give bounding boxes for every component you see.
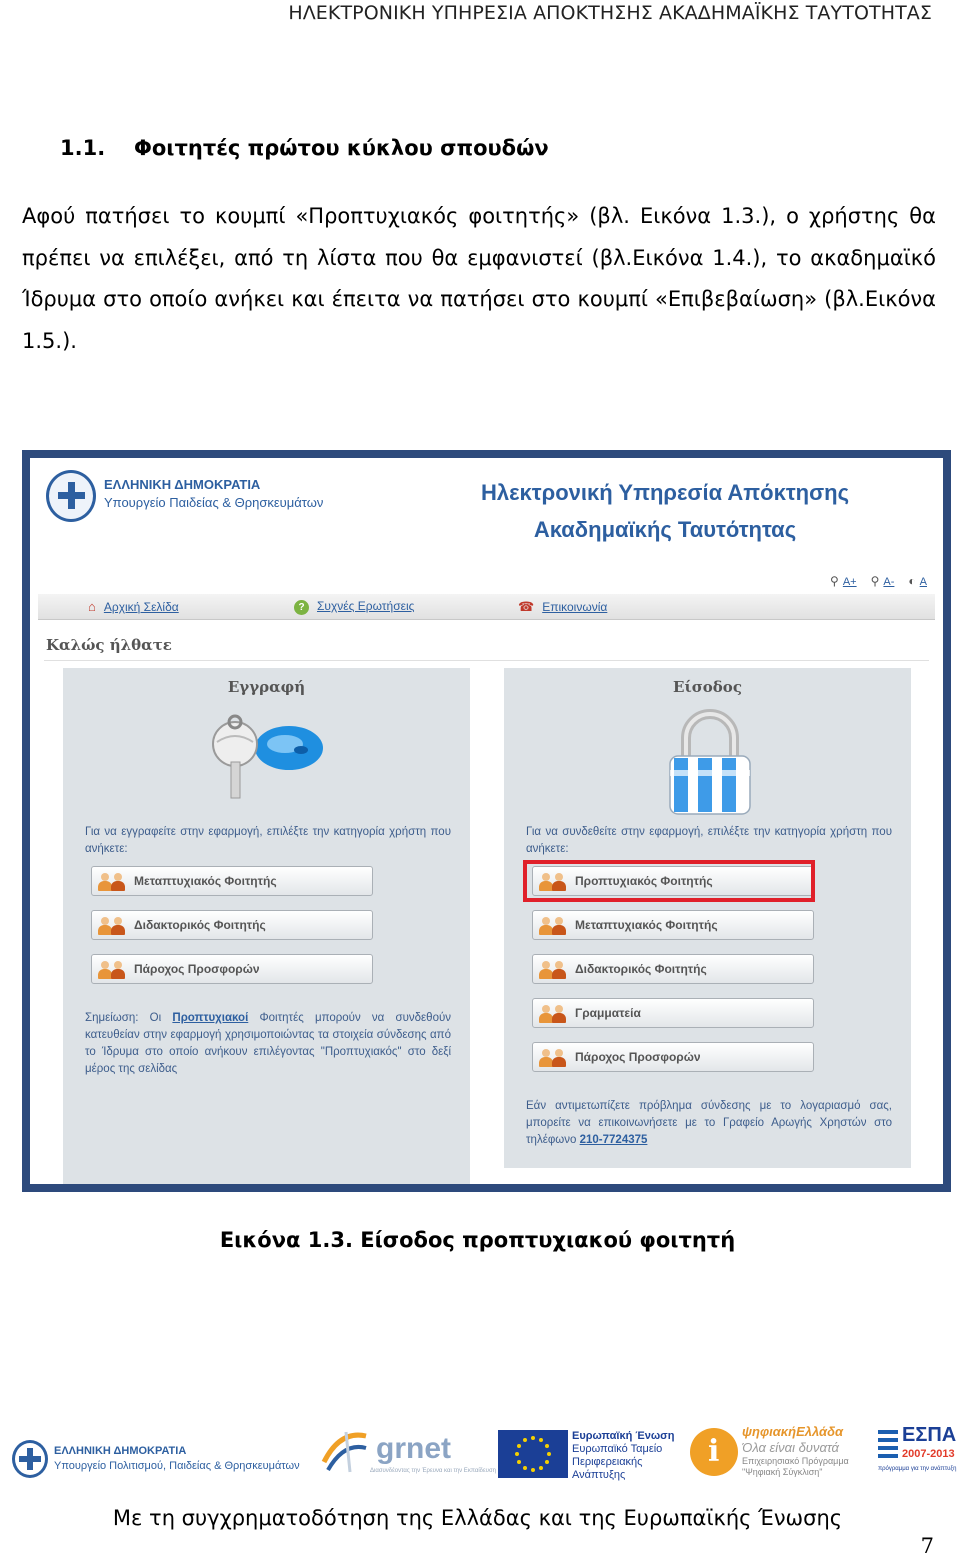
site-title-line-1: Ηλεκτρονική Υπηρεσία Απόκτησης bbox=[480, 480, 850, 505]
figure-caption: Εικόνα 1.3. Είσοδος προπτυχιακού φοιτητή bbox=[219, 1228, 736, 1252]
eu-flag-icon bbox=[498, 1430, 568, 1478]
users-icon bbox=[539, 1003, 569, 1023]
padlock-icon bbox=[664, 708, 756, 820]
footer-logos bbox=[8, 1418, 956, 1484]
key-icon bbox=[207, 706, 327, 806]
ministry-line-1: ΕΛΛΗΝΙΚΗ ΔΗΜΟΚΡΑΤΙΑ bbox=[104, 477, 261, 492]
login-doctoral-button[interactable]: Διδακτορικός Φοιτητής bbox=[532, 954, 814, 984]
register-provider-button[interactable]: Πάροχος Προσφορών bbox=[91, 954, 373, 984]
register-intro-text: Για να εγγραφείτε στην εφαρμογή, επιλέξτε την κατηγορία χρήστη που ανήκετε: bbox=[85, 826, 451, 855]
telephone-icon: ☎ bbox=[518, 599, 535, 614]
running-header: ΗΛΕΚΤΡΟΝΙΚΗ ΥΠΗΡΕΣΙΑ ΑΠΟΚΤΗΣΗΣ ΑΚΑΔΗΜΑΪΚΗΣ ΤΑΥΤΟΤΗΤΑΣ bbox=[288, 2, 932, 24]
navigation-bar bbox=[38, 594, 935, 620]
register-doctoral-button[interactable]: Διδακτορικός Φοιτητής bbox=[91, 910, 373, 940]
ministry-logo: ΕΛΛΗΝΙΚΗ ΔΗΜΟΚΡΑΤΙΑ Υπουργείο Πολιτισμού, Παιδείας & Θρησκευμάτων bbox=[54, 1445, 300, 1472]
magnifier-icon: ⚲ bbox=[870, 574, 880, 588]
register-panel-title: Εγγραφή bbox=[227, 678, 306, 696]
site-header bbox=[30, 458, 943, 588]
login-postgraduate-button[interactable]: Μεταπτυχιακός Φοιτητής bbox=[532, 910, 814, 940]
grnet-swirl-icon bbox=[320, 1426, 370, 1474]
section-title: Φοιτητές πρώτου κύκλου σπουδών bbox=[134, 136, 549, 160]
users-icon bbox=[539, 959, 569, 979]
helpdesk-phone-link[interactable]: 210-7724375 bbox=[579, 1134, 648, 1146]
greek-flag-icon bbox=[878, 1430, 898, 1460]
login-intro-text: Για να συνδεθείτε στην εφαρμογή, επιλέξτε την κατηγορία χρήστη που ανήκετε: bbox=[526, 826, 892, 855]
login-undergraduate-button[interactable]: Προπτυχιακός Φοιτητής bbox=[532, 866, 814, 896]
undergraduate-link[interactable]: Προπτυχιακοί bbox=[172, 1012, 249, 1024]
register-postgraduate-button[interactable]: Μεταπτυχιακός Φοιτητής bbox=[91, 866, 373, 896]
greek-emblem-icon bbox=[46, 470, 96, 522]
magnifier-icon: ⚲ bbox=[830, 574, 839, 588]
highlight-annotation bbox=[523, 860, 815, 902]
greek-emblem-icon bbox=[12, 1440, 48, 1478]
ministry-line-2: Υπουργείο Παιδείας & Θρησκευμάτων bbox=[104, 495, 324, 510]
users-icon bbox=[98, 915, 128, 935]
users-icon bbox=[98, 871, 128, 891]
site-title-line-2: Ακαδημαϊκής Ταυτότητας bbox=[533, 517, 797, 542]
register-panel bbox=[63, 668, 470, 1184]
espa-logo: ΕΣΠΑ 2007-2013 πρόγραμμα για την ανάπτυξη bbox=[878, 1424, 957, 1472]
contrast-icon: ◐ bbox=[908, 574, 916, 588]
home-icon: ⌂ bbox=[88, 599, 96, 614]
nav-contact-link[interactable]: ☎ Επικοινωνία bbox=[518, 599, 608, 614]
section-number: 1.1. bbox=[60, 136, 106, 160]
ministry-label bbox=[104, 476, 323, 512]
page-number: 7 bbox=[920, 1534, 934, 1558]
grnet-logo: grnet Διασυνδέοντας την Έρευνα και την Εκπαίδευση bbox=[320, 1426, 500, 1478]
register-note: Σημείωση: Οι Προπτυχιακοί Φοιτητές μπορούν να συνδεθούν κατευθείαν στην εφαρμογή χρησιμοποιώντας τα στοιχεία σύνδεσης από το Ίδρυμα στο οποίο ανήκουν επιλέγοντας "Προπτυχιακός" στο δεξί μέρος της σελίδας bbox=[85, 1012, 452, 1075]
site-title bbox=[470, 474, 860, 548]
body-paragraph: Αφού πατήσει το κουμπί «Προπτυχιακός φοιτητής» (βλ. Εικόνα 1.3.), ο χρήστης θα πρέπει να επιλέξει, από τη λίστα που θα εμφανιστεί (βλ.Εικόνα 1.4.), το ακαδημαϊκό Ίδρυμα στο οποίο ανήκει και έπειτα να πατήσει στο κουμπί «Επιβεβαίωση» (βλ.Εικόνα 1.5.). bbox=[22, 204, 936, 353]
eu-logo-text: Ευρωπαϊκή Ένωση Ευρωπαϊκό Ταμείο Περιφερειακής Ανάπτυξης bbox=[572, 1430, 675, 1481]
login-secretariat-button[interactable]: Γραμματεία bbox=[532, 998, 814, 1028]
login-panel bbox=[504, 668, 911, 1168]
section-heading bbox=[60, 136, 549, 160]
users-icon bbox=[539, 1047, 569, 1067]
font-increase-button[interactable]: ⚲ A+ bbox=[830, 574, 857, 588]
contrast-button[interactable]: ◐ A bbox=[908, 574, 927, 588]
login-provider-button[interactable]: Πάροχος Προσφορών bbox=[532, 1042, 814, 1072]
font-size-tools bbox=[830, 574, 927, 588]
digital-greece-logo: i ψηφιακήΕλλάδα Όλα είναι δυνατά Επιχειρησιακό Πρόγραμμα "Ψηφιακή Σύγκλιση" bbox=[690, 1424, 876, 1480]
screenshot-figure bbox=[22, 450, 951, 1192]
nav-faq-link[interactable]: ? Συχνές Ερωτήσεις bbox=[294, 599, 414, 615]
funding-statement: Με τη συγχρηματοδότηση της Ελλάδας και της Ευρωπαϊκής Ένωσης bbox=[112, 1506, 843, 1530]
font-decrease-button[interactable]: ⚲ A- bbox=[870, 574, 895, 588]
divider bbox=[44, 660, 929, 661]
nav-home-link[interactable]: ⌂ Αρχική Σελίδα bbox=[88, 599, 179, 614]
login-panel-title: Είσοδος bbox=[673, 678, 742, 696]
question-icon: ? bbox=[294, 600, 309, 615]
users-icon bbox=[98, 959, 128, 979]
welcome-heading: Καλώς ήλθατε bbox=[46, 636, 172, 654]
login-help-text: Εάν αντιμετωπίζετε πρόβλημα σύνδεσης με το λογαριασμό σας, μπορείτε να επικοινωνήσετε με το Γραφείο Αρωγής Χρηστών στο τηλέφωνο 210-7724375 bbox=[526, 1100, 892, 1146]
users-icon bbox=[539, 915, 569, 935]
info-icon bbox=[690, 1428, 738, 1476]
